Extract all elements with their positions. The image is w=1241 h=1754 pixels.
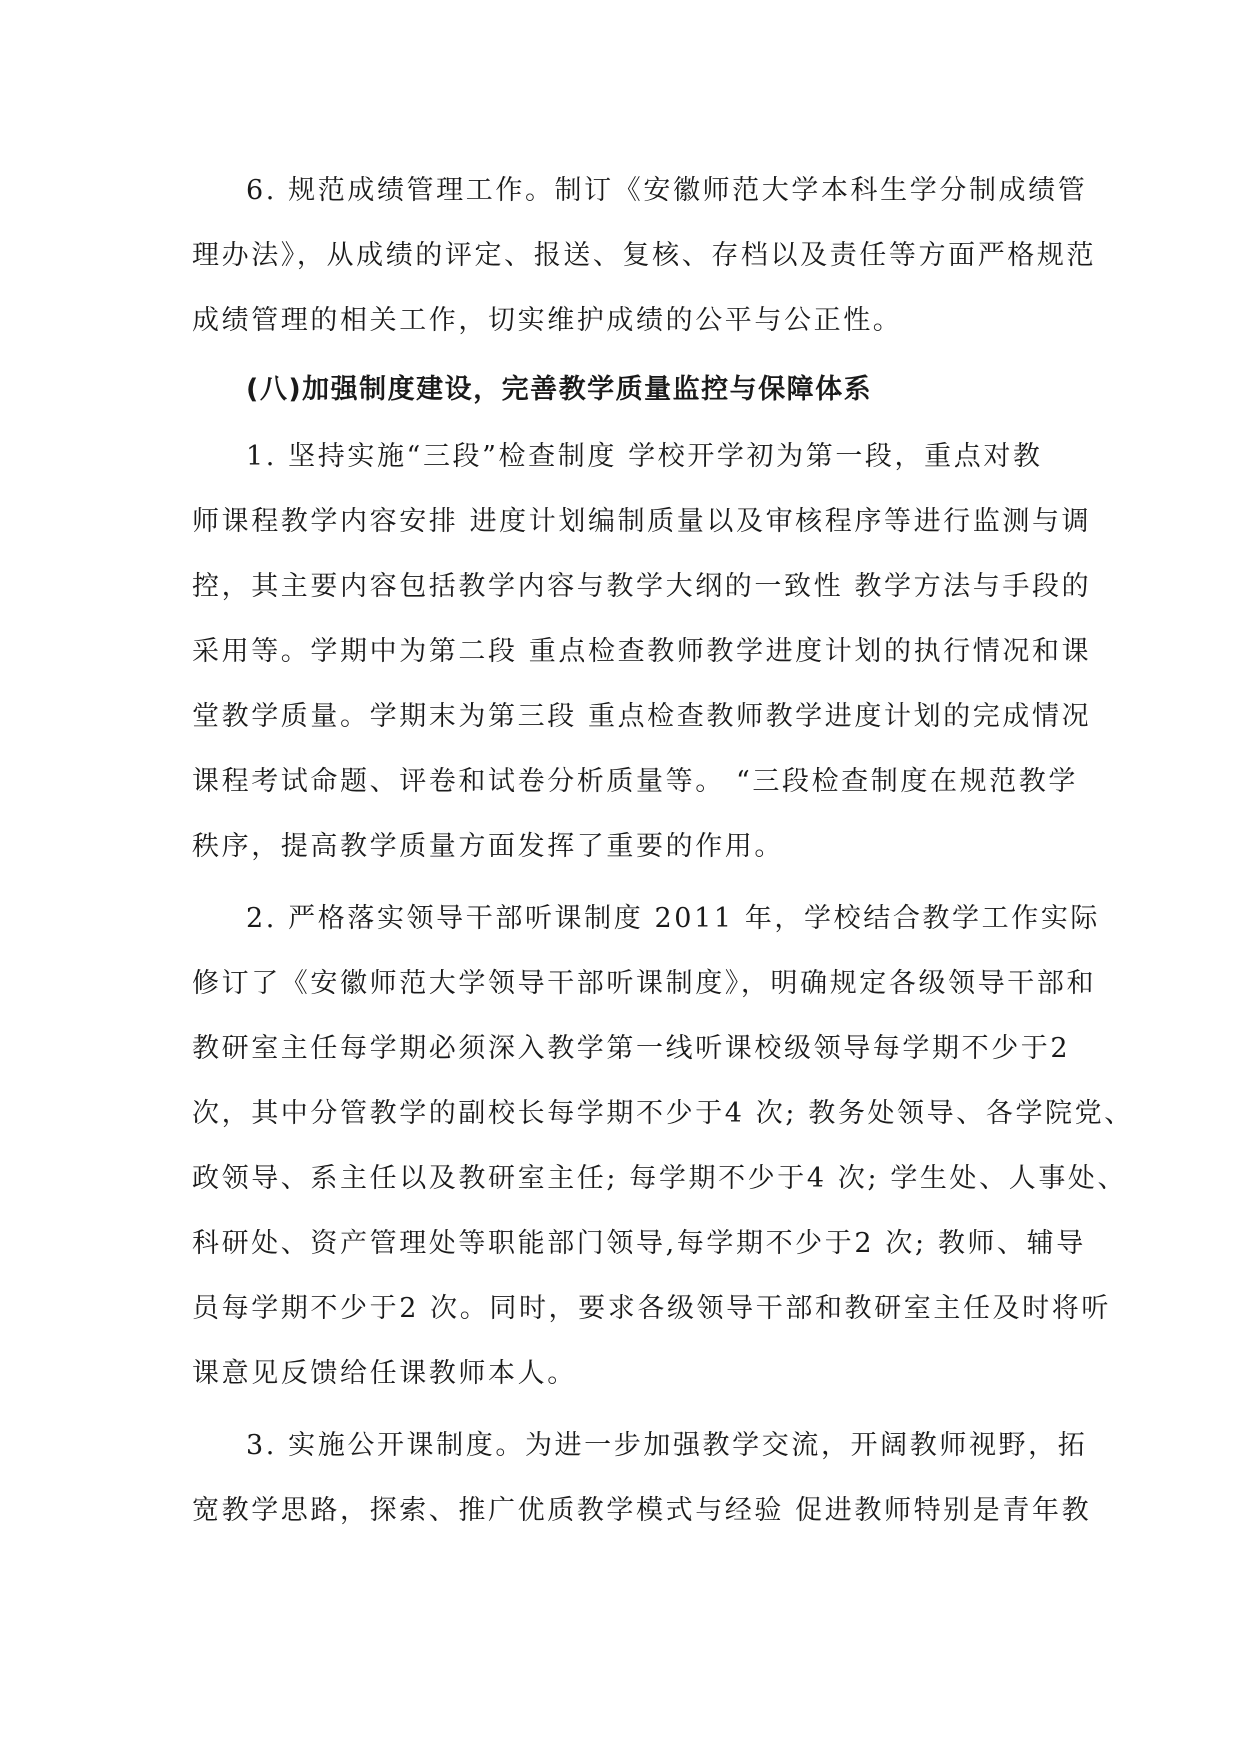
item-1-line-2: 师课程教学内容安排 进度计划编制质量以及审核程序等进行监测与调 [192, 506, 1092, 537]
item-1-line-3: 控，其主要内容包括教学内容与教学大纲的一致性 教学方法与手段的 [192, 571, 1092, 602]
paragraph-6-line-1: 6. 规范成绩管理工作。制订《安徽师范大学本科生学分制成绩管 [246, 175, 1088, 206]
item-3-line-2: 宽教学思路，探索、推广优质教学模式与经验 促进教师特别是青年教 [192, 1495, 1092, 1526]
item-1-line-7: 秩序，提高教学质量方面发挥了重要的作用。 [192, 831, 784, 862]
item-1-line-6: 课程考试命题、评卷和试卷分析质量等。 “三段检查制度在规范教学 [192, 766, 1078, 797]
item-2-line-6: 科研处、资产管理处等职能部门领导,每学期不少于2 次; 教师、辅导 [192, 1228, 1086, 1259]
paragraph-6-line-3: 成绩管理的相关工作，切实维护成绩的公平与公正性。 [192, 305, 903, 336]
paragraph-6-line-2: 理办法》，从成绩的评定、报送、复核、存档以及责任等方面严格规范 [192, 240, 1097, 271]
item-2-line-4: 次，其中分管教学的副校长每学期不少于4 次; 教务处领导、各学院党、 [192, 1098, 1134, 1129]
item-2-line-1: 2. 严格落实领导干部听课制度 2011 年，学校结合教学工作实际 [246, 903, 1101, 934]
item-1-line-1: 1. 坚持实施“三段”检查制度 学校开学初为第一段，重点对教 [246, 441, 1043, 472]
item-2-line-7: 员每学期不少于2 次。同时，要求各级领导干部和教研室主任及时将听 [192, 1293, 1111, 1324]
item-2-line-8: 课意见反馈给任课教师本人。 [192, 1358, 577, 1389]
item-2-line-3: 教研室主任每学期必须深入教学第一线听课校级领导每学期不少于2 [192, 1033, 1071, 1064]
item-1-line-4: 采用等。学期中为第二段 重点检查教师教学进度计划的执行情况和课 [192, 636, 1092, 667]
item-2-line-5: 政领导、系主任以及教研室主任; 每学期不少于4 次; 学生处、人事处、 [192, 1163, 1128, 1194]
item-1-line-5: 堂教学质量。学期末为第三段 重点检查教师教学进度计划的完成情况 [192, 701, 1092, 732]
item-2-line-2: 修订了《安徽师范大学领导干部听课制度》，明确规定各级领导干部和 [192, 968, 1097, 999]
item-3-line-1: 3. 实施公开课制度。为进一步加强教学交流，开阔教师视野，拓 [246, 1430, 1088, 1461]
section-heading-8: (八)加强制度建设，完善教学质量监控与保障体系 [246, 374, 873, 405]
